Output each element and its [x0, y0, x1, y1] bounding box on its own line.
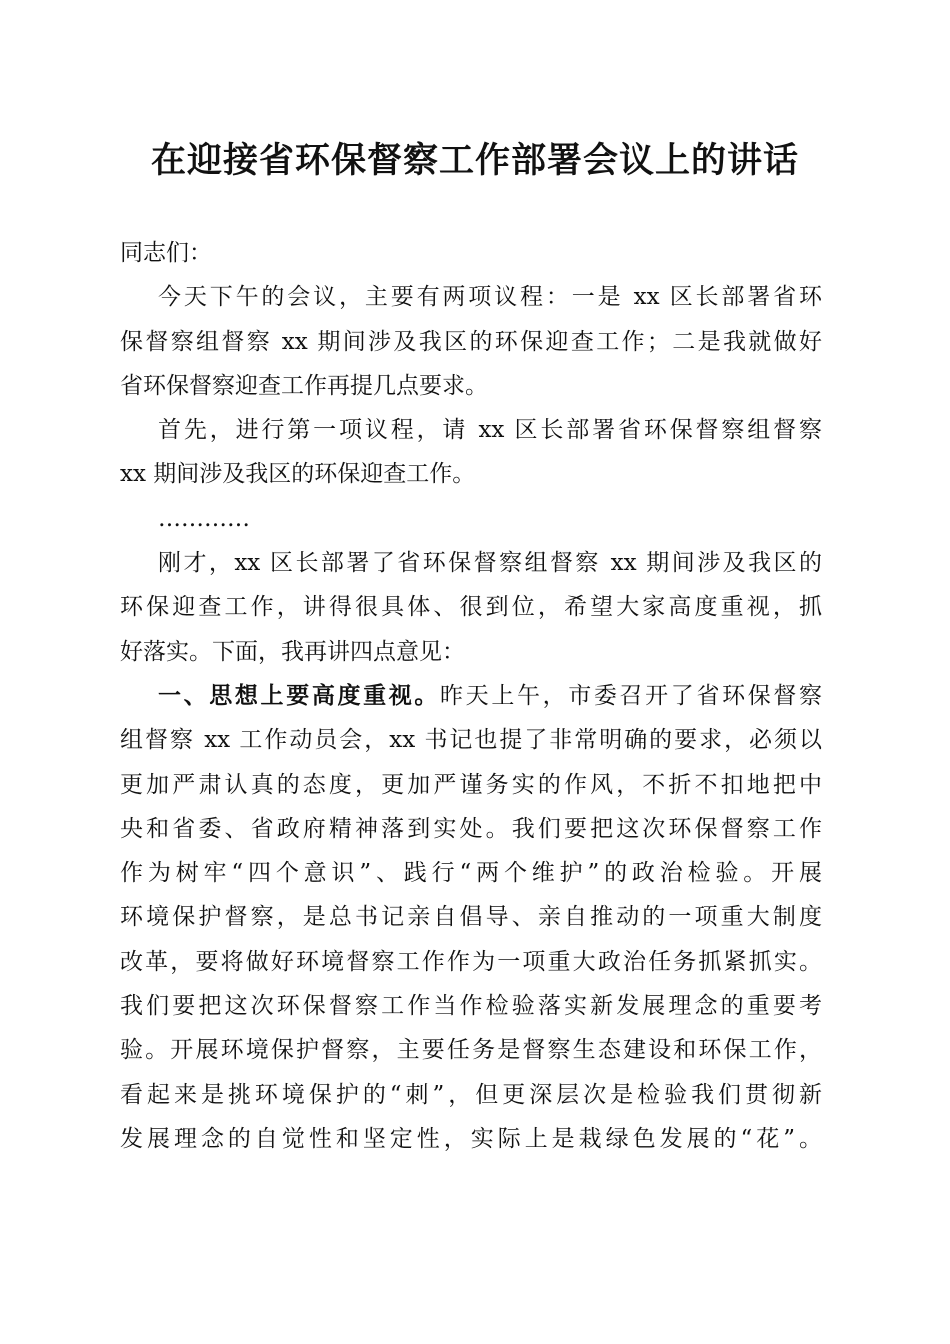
section-1-line: 改革，要将做好环境督察工作作为一项重大政治任务抓紧抓实。	[120, 948, 822, 975]
paragraph-line: …………	[158, 505, 250, 532]
document-title: 在迎接省环保督察工作部署会议上的讲话	[150, 140, 799, 181]
section-1-heading: 一、思想上要高度重视。	[158, 682, 441, 709]
paragraph-line: xx 期间涉及我区的环保迎查工作。	[120, 461, 476, 488]
paragraph	[120, 408, 822, 497]
section-1-line: 更加严肃认真的态度，更加严谨务实的作风，不折不扣地把中	[120, 771, 822, 798]
paragraph-line: 刚才，xx 区长部署了省环保督察组督察 xx 期间涉及我区的	[158, 550, 822, 577]
section-1	[120, 674, 822, 1161]
paragraph-line: 保督察组督察 xx 期间涉及我区的环保迎查工作；二是我就做好	[120, 328, 822, 355]
section-1-line: 作为树牢“四个意识”、践行“两个维护”的政治检验。开展	[120, 860, 822, 887]
section-1-line: 看起来是挑环境保护的“刺”，但更深层次是检验我们贯彻新	[120, 1081, 822, 1108]
paragraph-line: 省环保督察迎查工作再提几点要求。	[120, 372, 488, 399]
section-1-line: 组督察 xx 工作动员会，xx 书记也提了非常明确的要求，必须以	[120, 727, 822, 754]
paragraph-line: 环保迎查工作，讲得很具体、很到位，希望大家高度重视，抓	[120, 594, 822, 621]
section-1-line: 我们要把这次环保督察工作当作检验落实新发展理念的重要考	[120, 993, 822, 1020]
paragraph-line: 今天下午的会议，主要有两项议程：一是 xx 区长部署省环	[158, 284, 822, 311]
section-1-line: 发展理念的自觉性和坚定性，实际上是栽绿色发展的“花”。	[120, 1125, 822, 1152]
section-1-first-line	[120, 674, 822, 718]
paragraph-line: 首先，进行第一项议程，请 xx 区长部署省环保督察组督察	[158, 417, 822, 444]
paragraph	[120, 497, 822, 541]
section-1-line: 央和省委、省政府精神落到实处。我们要把这次环保督察工作	[120, 815, 822, 842]
paragraph	[120, 541, 822, 674]
section-1-line: 环境保护督察，是总书记亲自倡导、亲自推动的一项重大制度	[120, 904, 822, 931]
salutation: 同志们：	[120, 240, 212, 266]
section-1-first-line-text: 昨天上午，市委召开了省环保督察	[440, 682, 823, 709]
paragraph-line: 好落实。下面，我再讲四点意见：	[120, 638, 465, 665]
section-1-line: 验。开展环境保护督察，主要任务是督察生态建设和环保工作，	[120, 1037, 822, 1064]
paragraph	[120, 275, 822, 408]
section-1-lines	[120, 718, 822, 1161]
document-body	[120, 231, 822, 1161]
paragraphs	[120, 275, 822, 674]
